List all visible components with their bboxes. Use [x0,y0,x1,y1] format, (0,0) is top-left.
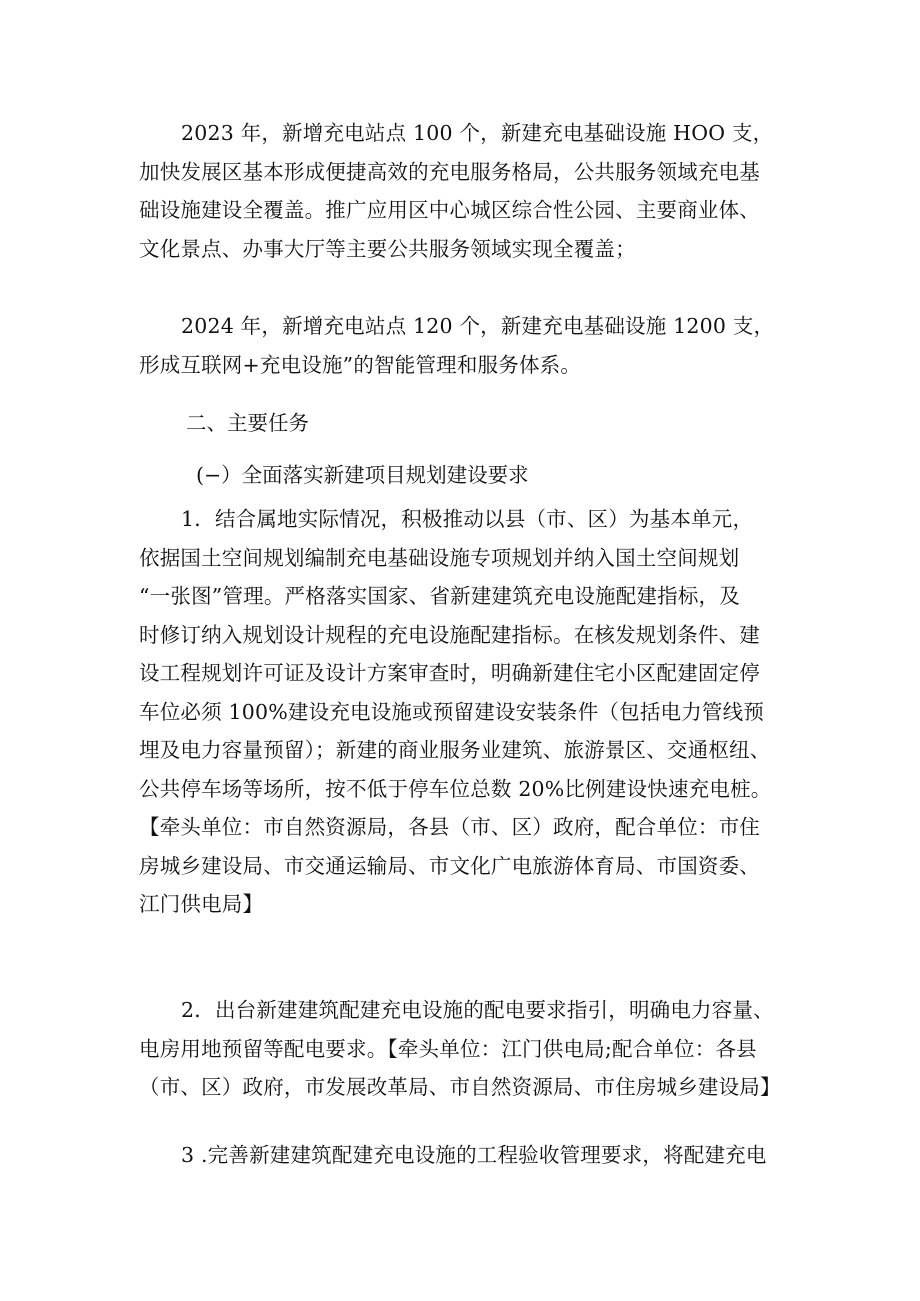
text-line: 2．出台新建建筑配建充电设施的配电要求指引，明确电力容量、 [181,998,774,1022]
text-line: 依据国土空间规划编制充电基础设施专项规划并纳入国土空间规划 [139,545,740,570]
task-item-2 [139,991,799,1107]
text-line: （市、区）政府，市发展改革局、市自然资源局、市住房城乡建设局】 [139,1075,781,1099]
text-line: 1．结合属地实际情况，积极推动以县（市、区）为基本单元， [181,507,754,531]
text-line: “一张图”管理。严格落实国家、省新建建筑充电设施配建指标，及 [139,584,740,608]
task-item-1 [139,500,799,924]
section-title: 二、主要任务 [186,411,309,435]
text-line: 2023 年，新增充电站点 100 个，新建充电基础设施 HOO 支， [181,121,774,145]
text-line: 电房用地预留等配电要求。【牵头单位：江门供电局;配合单位：各县 [139,1036,757,1061]
text-line: 【牵头单位：市自然资源局，各县（市、区）政府，配合单位：市住 [139,815,760,839]
text-line: 房城乡建设局、市交通运输局、市文化广电旅游体育局、市国资委、 [139,853,760,878]
text-line: 2024 年，新增充电站点 120 个，新建充电基础设施 1200 支， [181,314,775,338]
text-line: 加快发展区基本形成便捷高效的充电服务格局，公共服务领域充电基 [139,159,760,184]
text-line: 时修订纳入规划设计规程的充电设施配建指标。在核发规划条件、建 [139,622,760,647]
text-line: 文化景点、办事大厅等主要公共服务领域实现全覆盖； [139,236,636,261]
paragraph-2023-targets [139,114,799,268]
text-line: 埋及电力容量预留）；新建的商业服务业建筑、旅游景区、交通枢纽、 [139,738,771,762]
text-line: 础设施建设全覆盖。推广应用区中心城区综合性公园、主要商业体、 [139,198,760,222]
paragraph-2024-targets [139,307,799,384]
text-line: 江门供电局】 [139,892,264,916]
text-line: 形成互联网+充电设施”的智能管理和服务体系。 [139,352,582,377]
task-item-3 [139,1136,799,1175]
text-line: 3 .完善新建建筑配建充电设施的工程验收管理要求，将配建充电 [181,1143,767,1167]
text-line: 设工程规划许可证及设计方案审查时，明确新建住宅小区配建固定停 [139,661,760,685]
subsection-title: (−）全面落实新建项目规划建设要求 [196,463,529,487]
text-line: 车位必须 100%建设充电设施或预留建设安装条件（包括电力管线预 [139,699,765,724]
text-line: 公共停车场等场所，按不低于停车位总数 20%比例建设快速充电桩。 [139,776,772,801]
